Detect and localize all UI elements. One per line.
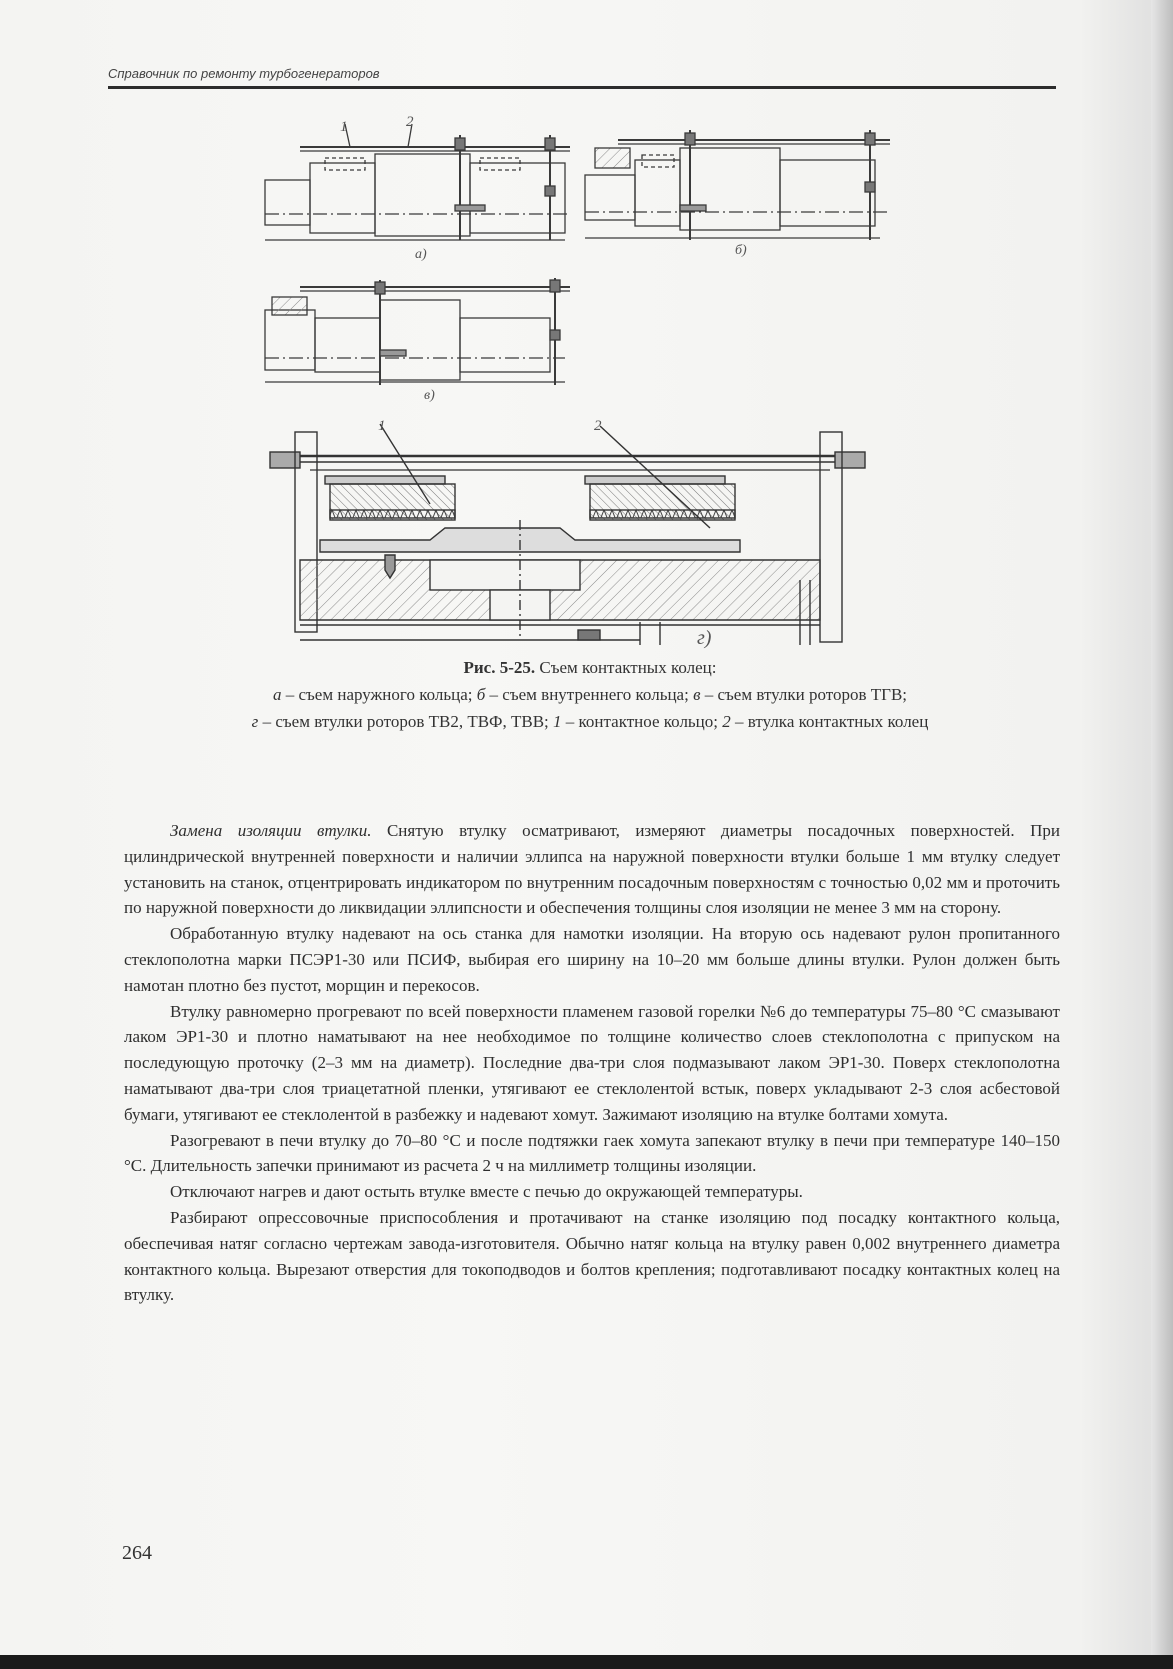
paragraph-1: [124, 818, 1060, 921]
paragraph-2: Обработанную втулку надевают на ось станка для намотки изоляции. На вторую ось надевают рулон пропитанного стеклополотна марки ПСЭР1-30 или ПСИФ, выбирая его ширину на 10–20 мм больше длины втулки. Рулон должен быть намотан плотно без пустот, морщин и перекосов.: [124, 924, 1060, 995]
caption-text-b: – съем внутреннего кольца;: [485, 685, 694, 704]
paragraph-1-lead: Замена изоляции втулки.: [170, 821, 372, 840]
caption-key-g: г: [251, 712, 259, 731]
running-header: Справочник по ремонту турбогенераторов: [108, 66, 380, 81]
figure-caption: [180, 654, 1000, 735]
panel-v-drawing: [265, 278, 570, 385]
callout-1-a: 1: [340, 119, 348, 135]
callout-1-g: 1: [378, 418, 386, 434]
paragraph-5: Отключают нагрев и дают остыть втулке вместе с печью до окружающей температуры.: [170, 1182, 803, 1202]
caption-key-2: 2: [722, 712, 731, 731]
caption-text-v: – съем втулки роторов ТГВ;: [700, 685, 908, 704]
panel-label-a: а): [415, 247, 427, 262]
caption-text-1: – контактное кольцо;: [561, 712, 723, 731]
figure-5-25: [0, 0, 1173, 660]
panel-label-v: в): [424, 388, 435, 403]
caption-legend-1: [180, 681, 1000, 708]
callout-2-a: 2: [406, 114, 414, 130]
caption-name: Съем контактных колец:: [539, 658, 717, 677]
paragraph-3: Втулку равномерно прогревают по всей поверхности пламенем газовой горелки №6 до температуры 75–80 °С смазывают лаком ЭР1-30 и плотно наматывают на нее необходимое по толщине количество слоев стеклополотна с припуском на последующую проточку (2–3 мм на диаметр). Последние два-три слоя подмазывают лаком ЭР1-30. Поверх стеклополотна наматывают два-три слоя триацетатной пленки, утягивают ее стеклолентой встык, поверх укладывают 2-3 слоя асбестовой бумаги, утягивают ее стеклолентой в разбежку и надевают хомут. Зажимают изоляцию на втулке болтами хомута.: [124, 1001, 1060, 1124]
caption-text-g: – съем втулки роторов ТВ2, ТВФ, ТВВ;: [258, 712, 554, 731]
page-number: 264: [122, 1542, 152, 1564]
caption-key-v: в: [693, 685, 701, 704]
paragraph-4: Разогревают в печи втулку до 70–80 °С и после подтяжки гаек хомута запекают втулку в печи при температуре 140–150 °С. Длительность запечки принимают из расчета 2 ч на миллиметр толщины изоляции.: [124, 1130, 1060, 1176]
panel-a-drawing: [265, 124, 570, 240]
caption-key-a: а: [272, 685, 282, 704]
caption-text-2: – втулка контактных колец: [730, 712, 929, 731]
panel-b-drawing: [585, 130, 890, 240]
caption-legend-2: [180, 708, 1000, 735]
caption-title-line: [180, 654, 1000, 681]
caption-key-1: 1: [553, 712, 562, 731]
panel-label-b: б): [735, 243, 747, 258]
callout-2-g: 2: [594, 418, 602, 434]
paragraph-6: Разбирают опрессовочные приспособления и протачивают на станке изоляцию под посадку контактного кольца, обеспечивая натяг согласно чертежам завода-изготовителя. Обычно натяг кольца на втулку равен 0,002 внутреннего диаметра контактного кольца. Вырезают отверстия для токоподводов и болтов крепления; подготавливают посадку контактных колец на втулку.: [124, 1207, 1060, 1305]
caption-text-a: – съем наружного кольца;: [281, 685, 477, 704]
panel-label-g: г): [697, 627, 712, 649]
body-text: [124, 818, 1060, 1308]
caption-number: Рис. 5-25.: [463, 658, 536, 677]
panel-g-drawing: [270, 424, 865, 645]
scan-bottom-edge: [0, 1655, 1173, 1669]
caption-key-b: б: [476, 685, 486, 704]
paragraph-1-text: Снятую втулку осматривают, измеряют диаметры посадочных поверхностей. При цилиндрической внутренней поверхности и наличии эллипса на наружной поверхности втулки больше 1 мм втулку следует установить на станок, отцентрировать индикатором по внутренним посадочным поверхностям с точностью 0,02 мм и проточить по наружной поверхности до ликвидации эллипсности и обеспечения толщины слоя изоляции не менее 3 мм на сторону.: [124, 821, 1060, 918]
